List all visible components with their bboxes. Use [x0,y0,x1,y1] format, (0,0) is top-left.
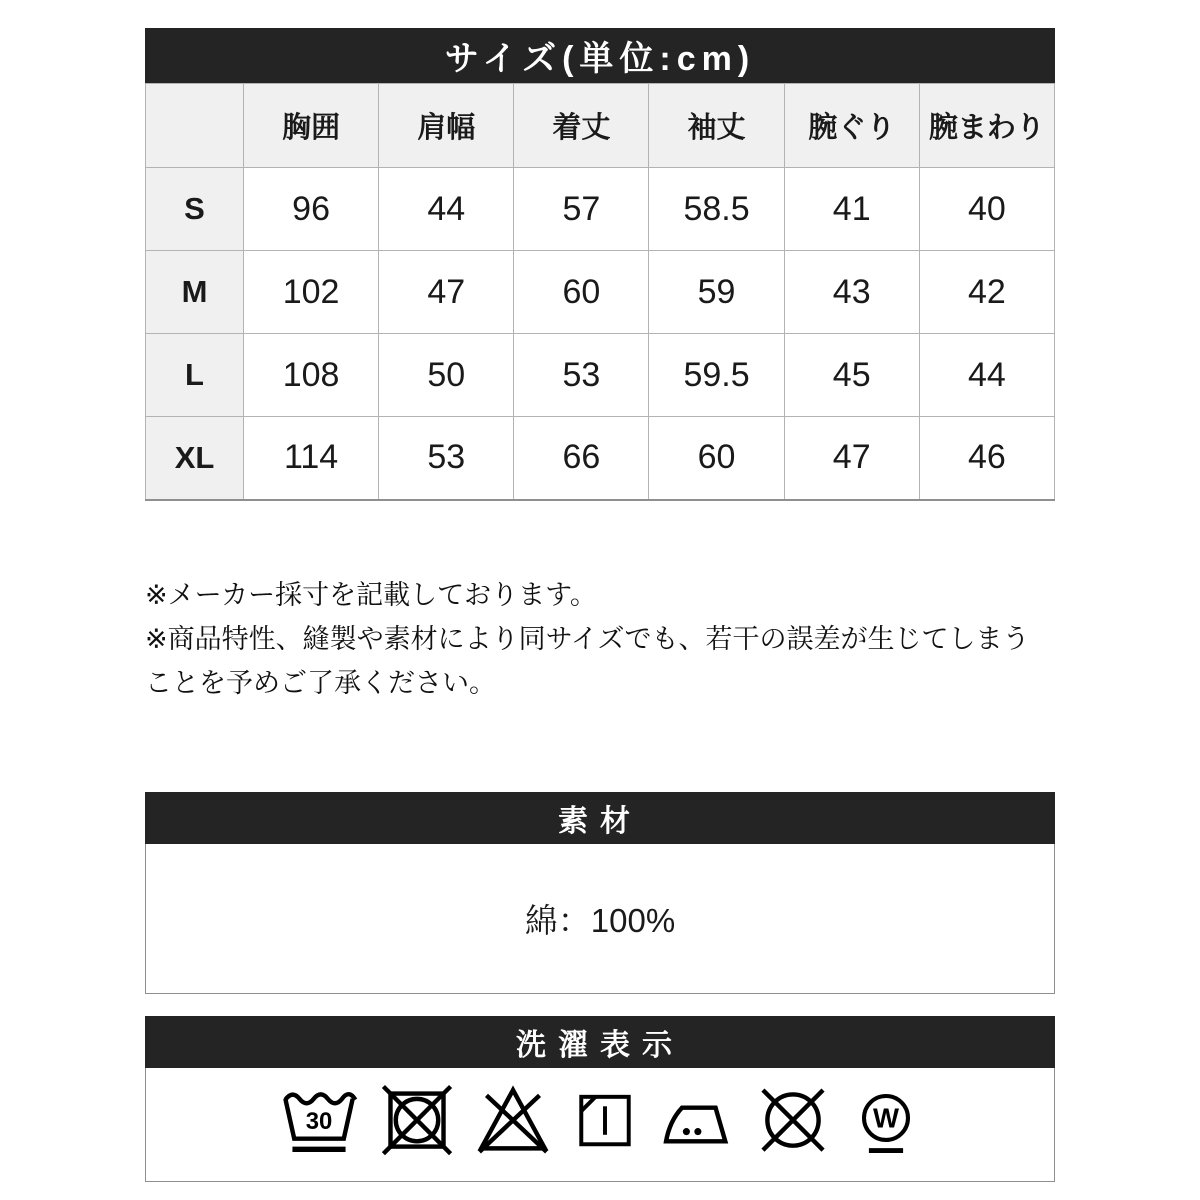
size-cell: 66 [514,417,649,500]
size-cell: 59 [649,251,784,334]
size-cell: 58.5 [649,168,784,251]
size-row-xl [146,417,1055,500]
size-table-title: サイズ(単位:cm) [444,40,756,78]
size-cell: 46 [919,417,1054,500]
size-table-section [145,28,1055,501]
size-cell: 50 [379,334,514,417]
size-cell: 41 [784,168,919,251]
column-header-arm-width: 腕まわり [919,84,1054,168]
size-cell: 43 [784,251,919,334]
laundry-title: 洗濯表示 [516,1028,684,1062]
size-cell: 44 [919,334,1054,417]
laundry-section [145,1016,1055,1182]
size-cell: 47 [784,417,919,500]
size-label: L [146,334,244,417]
note-line-2: ※商品特性、縫製や素材により同サイズでも、若干の誤差が生じてしまう [145,623,1030,654]
size-cell: 102 [244,251,379,334]
size-cell: 45 [784,334,919,417]
size-cell: 47 [379,251,514,334]
size-cell: 53 [379,417,514,500]
column-header-armhole: 腕ぐり [784,84,919,168]
product-spec-sheet [145,28,1055,1182]
size-table-header-row [146,84,1055,168]
size-cell: 40 [919,168,1054,251]
size-cell: 96 [244,168,379,251]
svg-text:W: W [872,1102,900,1134]
note-line-3: ことを予めご了承ください。 [145,667,496,698]
size-cell: 60 [514,251,649,334]
wash-30-gentle-icon [279,1082,359,1167]
size-cell: 108 [244,334,379,417]
size-table [145,83,1055,501]
size-cell: 57 [514,168,649,251]
column-header-sleeve: 袖丈 [649,84,784,168]
material-section [145,792,1055,994]
size-row-m [146,251,1055,334]
material-title-bar [145,792,1055,844]
column-header-chest: 胸囲 [244,84,379,168]
size-table-title-bar [145,28,1055,83]
size-label: M [146,251,244,334]
size-cell: 60 [649,417,784,500]
size-label: S [146,168,244,251]
size-row-s [146,168,1055,251]
material-box [145,844,1055,994]
iron-medium-icon [659,1082,735,1167]
measurement-notes [145,573,1055,705]
size-cell: 53 [514,334,649,417]
corner-cell [146,84,244,168]
size-label: XL [146,417,244,500]
note-line-1: ※メーカー採寸を記載しております。 [145,579,597,610]
size-row-l [146,334,1055,417]
material-value: 綿：100% [524,901,676,939]
size-cell: 59.5 [649,334,784,417]
no-dry-clean-icon [755,1082,831,1167]
no-bleach-icon [475,1082,551,1167]
column-header-length: 着丈 [514,84,649,168]
size-cell: 42 [919,251,1054,334]
size-cell: 44 [379,168,514,251]
no-tumble-dry-icon [379,1082,455,1167]
size-cell: 114 [244,417,379,500]
svg-text:30: 30 [305,1107,333,1135]
wet-clean-gentle-icon [851,1082,921,1167]
laundry-title-bar [145,1016,1055,1068]
laundry-symbols-box [145,1068,1055,1182]
dry-in-shade-icon [571,1082,639,1167]
material-title: 素材 [558,804,642,838]
column-header-shoulder: 肩幅 [379,84,514,168]
